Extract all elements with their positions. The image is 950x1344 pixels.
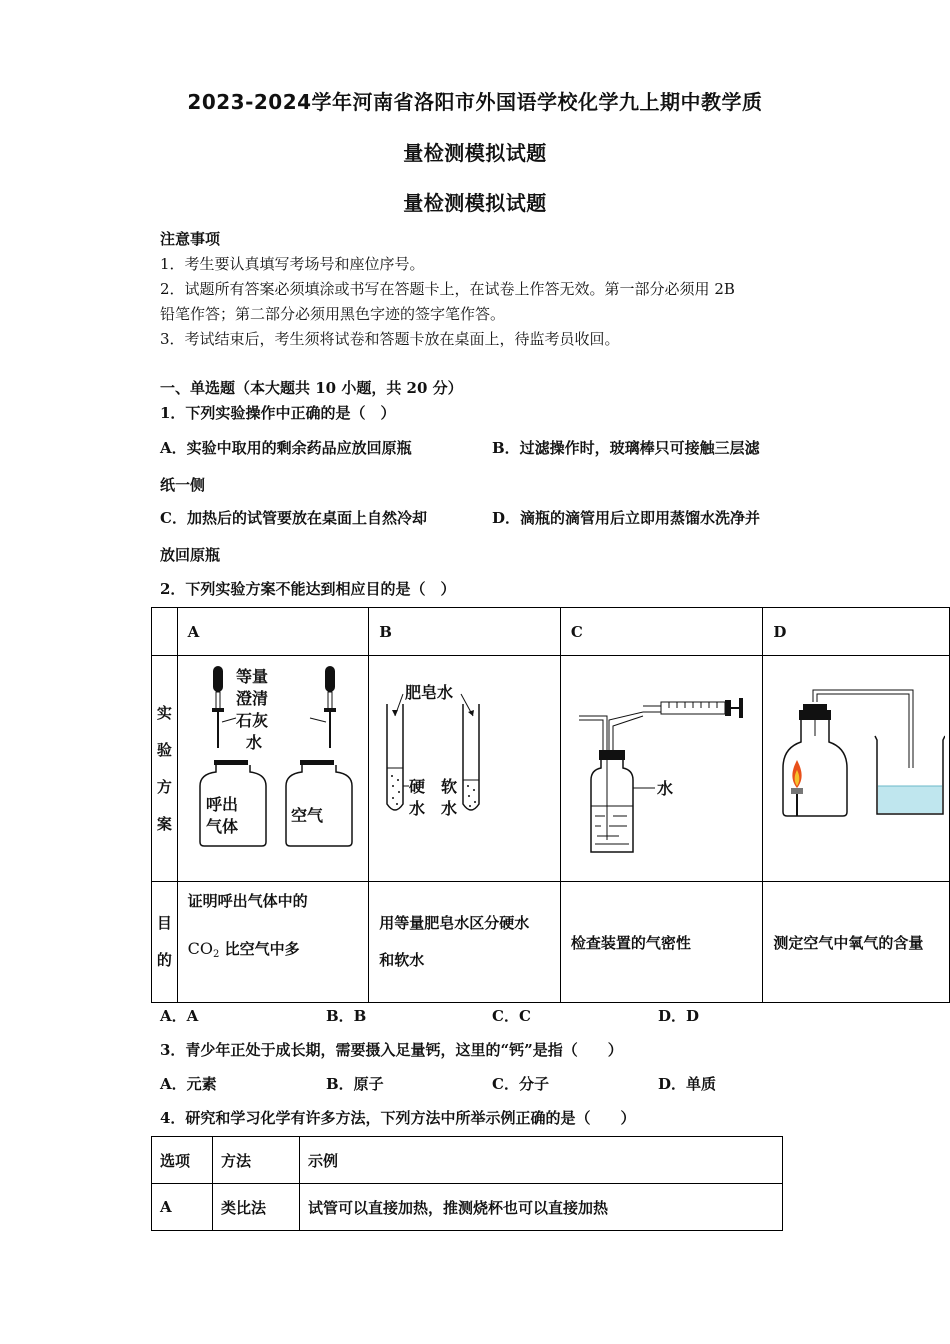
q2-header-b: B — [369, 608, 561, 656]
q2-purpose-d: 测定空气中氧气的含量 — [763, 882, 950, 1003]
q2-option-b: B．B — [326, 1007, 367, 1025]
q4-header-example: 示例 — [300, 1137, 783, 1184]
q2-figure-a — [177, 656, 369, 882]
q2-purpose-a: 证明呼出气体中的 $CO_2$ 比空气中多 — [177, 882, 369, 1003]
q2-header-c: C — [560, 608, 763, 656]
section-heading: 一、单选题（本大题共 10 小题，共 20 分） — [160, 379, 463, 397]
q1-option-b-cont: 纸一侧 — [160, 476, 206, 494]
fig-b-hard-1: 硬 — [409, 777, 426, 796]
notice-item: 铅笔作答；第二部分必须用黑色字迹的签字笔作答。 — [160, 305, 506, 323]
notice-item: 2．试题所有答案必须填涂或书写在答题卡上，在试卷上作答无效。第一部分必须用 2B — [160, 280, 735, 298]
q1-option-b: B．过滤操作时，玻璃棒只可接触三层滤 — [492, 439, 760, 457]
exam-title-line3: 量检测模拟试题 — [403, 191, 547, 215]
fig-a-label-3: 石灰 — [235, 711, 268, 730]
q2-stem: 2．下列实验方案不能达到相应目的是（ ） — [160, 580, 456, 598]
notice-item: 1．考生要认真填写考场号和座位序号。 — [160, 255, 425, 273]
figure-c-airtight-check — [561, 656, 759, 877]
q1-option-d: D．滴瓶的滴管用后立即用蒸馏水洗净并 — [492, 509, 761, 527]
notice-item: 3．考试结束后，考生须将试卷和答题卡放在桌面上，待监考员收回。 — [160, 330, 620, 348]
fig-b-label-soap: 肥皂水 — [405, 683, 454, 702]
q2-option-a: A．A — [160, 1007, 199, 1025]
q4-row-option: A — [152, 1184, 213, 1231]
exam-title-line1: 2023-2024学年河南省洛阳市外国语学校化学九上期中教学质 — [187, 90, 763, 114]
q2-figure-c — [560, 656, 763, 882]
fig-b-soft-1: 软 — [441, 777, 458, 796]
q2-table — [151, 607, 950, 1003]
q4-row-method: 类比法 — [213, 1184, 300, 1231]
q3-option-b: B．原子 — [326, 1075, 384, 1093]
q2-figure-d — [763, 656, 950, 882]
fig-a-bottle2-label: 空气 — [290, 806, 323, 825]
q1-option-d-cont: 放回原瓶 — [160, 546, 221, 564]
figure-b-test-tubes — [369, 656, 556, 877]
q4-header-method: 方法 — [213, 1137, 300, 1184]
q4-header-option: 选项 — [152, 1137, 213, 1184]
fig-a-bottle1-line2: 气体 — [205, 817, 238, 836]
q4-stem: 4．研究和学习化学有许多方法，下列方法中所举示例正确的是（ ） — [160, 1109, 636, 1127]
q4-table — [151, 1136, 783, 1231]
q2-row-label-purpose: 目 的 — [152, 882, 178, 1003]
q1-stem: 1．下列实验操作中正确的是（ ） — [160, 404, 396, 422]
exam-title-line2: 量检测模拟试题 — [403, 141, 547, 165]
fig-c-water-label: 水 — [656, 779, 673, 798]
notice-heading: 注意事项 — [160, 230, 221, 248]
q2-purpose-c: 检查装置的气密性 — [560, 882, 763, 1003]
figure-a-droppers-bottles — [178, 656, 365, 877]
fig-a-label-2: 澄清 — [235, 689, 268, 708]
q1-option-c: C．加热后的试管要放在桌面上自然冷却 — [160, 509, 427, 527]
q2-option-d: D．D — [658, 1007, 700, 1025]
co2-subscript: 2 — [213, 949, 220, 960]
q2-header-d: D — [763, 608, 950, 656]
q3-stem: 3．青少年正处于成长期，需要摄入足量钙，这里的“钙”是指（ ） — [160, 1041, 623, 1059]
fig-a-label-1: 等量 — [235, 667, 268, 686]
fig-a-bottle1-line1: 呼出 — [205, 795, 238, 814]
fig-b-hard-2: 水 — [409, 799, 426, 818]
q2-header-a: A — [177, 608, 369, 656]
q4-row-example: 试管可以直接加热，推测烧杯也可以直接加热 — [300, 1184, 783, 1231]
fig-b-soft-2: 水 — [441, 799, 458, 818]
q2-purpose-b: 用等量肥皂水区分硬水 和软水 — [369, 882, 561, 1003]
q2-row-label-scheme: 实 验 方 案 — [152, 656, 178, 882]
co2-formula: CO — [187, 939, 214, 958]
q1-option-a: A．实验中取用的剩余药品应放回原瓶 — [160, 439, 412, 457]
q3-option-a: A．元素 — [160, 1075, 217, 1093]
figure-d-oxygen-content — [763, 656, 945, 877]
q2-option-c: C．C — [492, 1007, 531, 1025]
q3-option-d: D．单质 — [658, 1075, 717, 1093]
q2-figure-b — [369, 656, 561, 882]
q3-option-c: C．分子 — [492, 1075, 549, 1093]
fig-a-label-4: 水 — [245, 733, 262, 752]
